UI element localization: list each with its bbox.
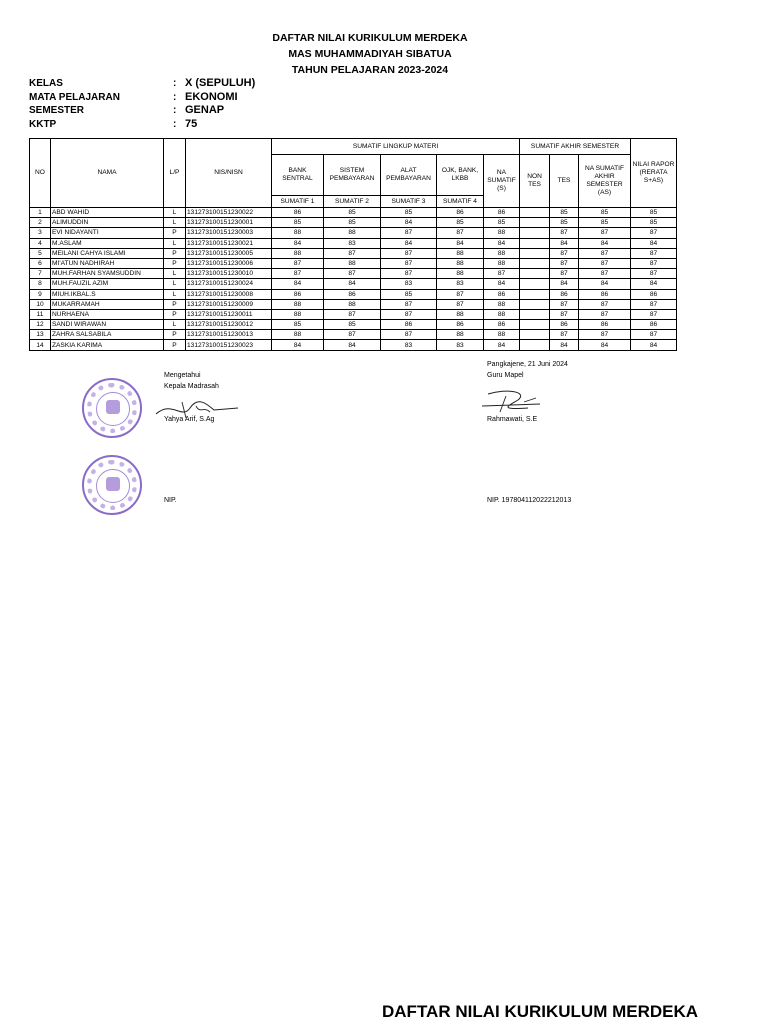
na-sumatif-akhir-cell: 84 xyxy=(579,340,631,350)
madrasah-stamp-icon xyxy=(82,378,142,438)
nilai-rapor-cell: 87 xyxy=(631,299,677,309)
header-sumatif-3: SUMATIF 3 xyxy=(381,196,437,208)
table-row xyxy=(30,289,677,299)
table-row xyxy=(30,269,677,279)
madrasah-stamp-icon xyxy=(82,455,142,515)
meta-value: EKONOMI xyxy=(185,90,238,103)
non-tes-cell xyxy=(520,228,550,238)
teacher-role-label: Guru Mapel xyxy=(487,372,524,379)
header-tes: TES xyxy=(550,155,579,208)
header-ojk: OJK, BANK, LKBB xyxy=(437,155,484,196)
sumatif-3-cell: 87 xyxy=(381,330,437,340)
na-sumatif-cell: 84 xyxy=(484,238,520,248)
na-sumatif-akhir-cell: 87 xyxy=(579,330,631,340)
gender-cell: P xyxy=(164,258,186,268)
gender-cell: P xyxy=(164,309,186,319)
header-sumatif-akhir-semester: SUMATIF AKHIR SEMESTER xyxy=(520,139,631,155)
table-row xyxy=(30,258,677,268)
non-tes-cell xyxy=(520,279,550,289)
header-na-sumatif-akhir: NA SUMATIF AKHIR SEMESTER (AS) xyxy=(579,155,631,208)
teacher-name: Rahmawati, S.E xyxy=(487,416,538,423)
header-sumatif-2: SUMATIF 2 xyxy=(324,196,381,208)
na-sumatif-akhir-cell: 87 xyxy=(579,269,631,279)
row-no-cell: 6 xyxy=(30,258,51,268)
nilai-rapor-cell: 84 xyxy=(631,340,677,350)
na-sumatif-cell: 86 xyxy=(484,320,520,330)
row-no-cell: 14 xyxy=(30,340,51,350)
row-no-cell: 9 xyxy=(30,289,51,299)
meta-separator: : xyxy=(173,118,177,130)
sumatif-2-cell: 85 xyxy=(324,218,381,228)
student-name-cell: ZASKIA KARIMA xyxy=(51,340,164,350)
header-nilai-rapor: NILAI RAPOR (RERATA S+AS) xyxy=(631,139,677,208)
principal-name: Yahya Arif, S.Ag xyxy=(164,416,215,423)
sumatif-3-cell: 87 xyxy=(381,309,437,319)
tes-cell: 84 xyxy=(550,279,579,289)
sumatif-3-cell: 85 xyxy=(381,208,437,218)
sumatif-4-cell: 88 xyxy=(437,248,484,258)
non-tes-cell xyxy=(520,238,550,248)
sumatif-4-cell: 87 xyxy=(437,289,484,299)
sumatif-3-cell: 86 xyxy=(381,320,437,330)
nilai-rapor-cell: 87 xyxy=(631,248,677,258)
na-sumatif-akhir-cell: 84 xyxy=(579,279,631,289)
nis-nisn-cell: 131273100151230006 xyxy=(186,258,272,268)
nis-nisn-cell: 131273100151230013 xyxy=(186,330,272,340)
nilai-rapor-cell: 84 xyxy=(631,238,677,248)
gender-cell: P xyxy=(164,330,186,340)
table-row xyxy=(30,248,677,258)
sumatif-4-cell: 88 xyxy=(437,309,484,319)
student-name-cell: MUH.FAUZIL AZIM xyxy=(51,279,164,289)
header-nama: NAMA xyxy=(51,139,164,208)
row-no-cell: 8 xyxy=(30,279,51,289)
tes-cell: 86 xyxy=(550,320,579,330)
meta-separator: : xyxy=(173,105,177,116)
na-sumatif-akhir-cell: 87 xyxy=(579,299,631,309)
sumatif-4-cell: 88 xyxy=(437,269,484,279)
student-name-cell: ZAHRA SALSABILA xyxy=(51,330,164,340)
student-name-cell: MEILANI CAHYA ISLAMI xyxy=(51,248,164,258)
na-sumatif-cell: 88 xyxy=(484,330,520,340)
sumatif-4-cell: 87 xyxy=(437,228,484,238)
row-no-cell: 13 xyxy=(30,330,51,340)
student-name-cell: ALIMUDDIN xyxy=(51,218,164,228)
non-tes-cell xyxy=(520,269,550,279)
header-lp: L/P xyxy=(164,139,186,208)
header-sumatif-1: SUMATIF 1 xyxy=(272,196,324,208)
nis-nisn-cell: 131273100151230008 xyxy=(186,289,272,299)
principal-role-label: Kepala Madrasah xyxy=(164,383,219,390)
sumatif-2-cell: 83 xyxy=(324,238,381,248)
row-no-cell: 3 xyxy=(30,228,51,238)
table-row xyxy=(30,238,677,248)
gender-cell: L xyxy=(164,238,186,248)
principal-nip: NIP. xyxy=(164,497,177,504)
sumatif-1-cell: 84 xyxy=(272,238,324,248)
header-no: NO xyxy=(30,139,51,208)
meta-label: KELAS xyxy=(29,78,63,89)
sumatif-1-cell: 86 xyxy=(272,289,324,299)
table-row xyxy=(30,320,677,330)
row-no-cell: 1 xyxy=(30,208,51,218)
sumatif-3-cell: 87 xyxy=(381,248,437,258)
row-no-cell: 7 xyxy=(30,269,51,279)
tes-cell: 86 xyxy=(550,289,579,299)
meta-row-mapel xyxy=(29,91,255,105)
non-tes-cell xyxy=(520,299,550,309)
teacher-signature-block xyxy=(487,359,568,381)
sumatif-4-cell: 88 xyxy=(437,330,484,340)
gender-cell: L xyxy=(164,218,186,228)
na-sumatif-akhir-cell: 84 xyxy=(579,238,631,248)
non-tes-cell xyxy=(520,289,550,299)
sumatif-4-cell: 85 xyxy=(437,218,484,228)
title-line-2: MAS MUHAMMADIYAH SIBATUA xyxy=(288,48,452,60)
na-sumatif-cell: 86 xyxy=(484,208,520,218)
na-sumatif-akhir-cell: 86 xyxy=(579,289,631,299)
non-tes-cell xyxy=(520,330,550,340)
meta-row-kktp xyxy=(29,118,255,132)
tes-cell: 84 xyxy=(550,340,579,350)
header-non-tes: NON TES xyxy=(520,155,550,208)
nilai-rapor-cell: 87 xyxy=(631,309,677,319)
nis-nisn-cell: 131273100151230022 xyxy=(186,208,272,218)
sumatif-3-cell: 87 xyxy=(381,269,437,279)
student-name-cell: SANDI WIRAWAN xyxy=(51,320,164,330)
gender-cell: P xyxy=(164,340,186,350)
class-info xyxy=(29,77,255,131)
na-sumatif-akhir-cell: 85 xyxy=(579,218,631,228)
nis-nisn-cell: 131273100151230011 xyxy=(186,309,272,319)
tes-cell: 87 xyxy=(550,269,579,279)
meta-value: GENAP xyxy=(185,104,225,116)
sumatif-3-cell: 84 xyxy=(381,238,437,248)
sumatif-3-cell: 83 xyxy=(381,279,437,289)
student-name-cell: MIUH.IKBAL.S xyxy=(51,289,164,299)
non-tes-cell xyxy=(520,309,550,319)
title-line-1: DAFTAR NILAI KURIKULUM MERDEKA xyxy=(272,32,468,44)
header-alat-pembayaran: ALAT PEMBAYARAN xyxy=(381,155,437,196)
sumatif-2-cell: 87 xyxy=(324,248,381,258)
meta-separator: : xyxy=(173,91,177,103)
teacher-nip: NIP. 197804112022212013 xyxy=(487,497,572,504)
sumatif-1-cell: 86 xyxy=(272,208,324,218)
teacher-signature-mark xyxy=(478,386,548,414)
nis-nisn-cell: 131273100151230024 xyxy=(186,279,272,289)
student-name-cell: M.ASLAM xyxy=(51,238,164,248)
row-no-cell: 4 xyxy=(30,238,51,248)
non-tes-cell xyxy=(520,208,550,218)
sumatif-3-cell: 84 xyxy=(381,218,437,228)
sumatif-1-cell: 85 xyxy=(272,320,324,330)
na-sumatif-akhir-cell: 87 xyxy=(579,228,631,238)
na-sumatif-cell: 85 xyxy=(484,218,520,228)
meta-value: X (SEPULUH) xyxy=(185,77,256,89)
table-row xyxy=(30,218,677,228)
meta-row-semester xyxy=(29,104,255,118)
nis-nisn-cell: 131273100151230012 xyxy=(186,320,272,330)
sumatif-3-cell: 85 xyxy=(381,289,437,299)
meta-label: KKTP xyxy=(29,118,57,130)
nis-nisn-cell: 131273100151230005 xyxy=(186,248,272,258)
tes-cell: 87 xyxy=(550,330,579,340)
sumatif-1-cell: 87 xyxy=(272,258,324,268)
sumatif-1-cell: 84 xyxy=(272,279,324,289)
na-sumatif-cell: 84 xyxy=(484,340,520,350)
sumatif-4-cell: 88 xyxy=(437,258,484,268)
sumatif-4-cell: 84 xyxy=(437,238,484,248)
nilai-rapor-cell: 87 xyxy=(631,228,677,238)
nis-nisn-cell: 131273100151230023 xyxy=(186,340,272,350)
table-row xyxy=(30,330,677,340)
na-sumatif-cell: 88 xyxy=(484,258,520,268)
grades-table xyxy=(29,138,677,351)
nilai-rapor-cell: 87 xyxy=(631,258,677,268)
nilai-rapor-cell: 86 xyxy=(631,320,677,330)
non-tes-cell xyxy=(520,340,550,350)
sumatif-2-cell: 87 xyxy=(324,269,381,279)
sumatif-2-cell: 84 xyxy=(324,340,381,350)
non-tes-cell xyxy=(520,258,550,268)
row-no-cell: 2 xyxy=(30,218,51,228)
sumatif-3-cell: 87 xyxy=(381,228,437,238)
next-page-title: DAFTAR NILAI KURIKULUM MERDEKA xyxy=(382,1002,699,1021)
sumatif-1-cell: 85 xyxy=(272,218,324,228)
sumatif-2-cell: 85 xyxy=(324,320,381,330)
sumatif-2-cell: 87 xyxy=(324,330,381,340)
grades-body xyxy=(30,208,677,351)
nilai-rapor-cell: 84 xyxy=(631,279,677,289)
sumatif-4-cell: 83 xyxy=(437,279,484,289)
row-no-cell: 12 xyxy=(30,320,51,330)
row-no-cell: 5 xyxy=(30,248,51,258)
sumatif-2-cell: 88 xyxy=(324,228,381,238)
table-row xyxy=(30,228,677,238)
nis-nisn-cell: 131273100151230001 xyxy=(186,218,272,228)
nilai-rapor-cell: 85 xyxy=(631,218,677,228)
sumatif-1-cell: 88 xyxy=(272,248,324,258)
student-name-cell: NURHAENA xyxy=(51,309,164,319)
place-date: Pangkajene, 21 Juni 2024 xyxy=(487,361,568,368)
nis-nisn-cell: 131273100151230009 xyxy=(186,299,272,309)
nilai-rapor-cell: 86 xyxy=(631,289,677,299)
na-sumatif-cell: 88 xyxy=(484,299,520,309)
row-no-cell: 10 xyxy=(30,299,51,309)
sumatif-1-cell: 87 xyxy=(272,269,324,279)
sumatif-1-cell: 88 xyxy=(272,228,324,238)
tes-cell: 87 xyxy=(550,258,579,268)
tes-cell: 87 xyxy=(550,299,579,309)
non-tes-cell xyxy=(520,218,550,228)
principal-signature-block xyxy=(164,370,219,392)
gender-cell: P xyxy=(164,228,186,238)
na-sumatif-cell: 88 xyxy=(484,228,520,238)
table-row xyxy=(30,299,677,309)
sumatif-4-cell: 86 xyxy=(437,320,484,330)
sumatif-4-cell: 87 xyxy=(437,299,484,309)
student-name-cell: ABD WAHID xyxy=(51,208,164,218)
gender-cell: L xyxy=(164,269,186,279)
student-name-cell: MI'ATUN NADHIRAH xyxy=(51,258,164,268)
nilai-rapor-cell: 87 xyxy=(631,330,677,340)
sumatif-3-cell: 87 xyxy=(381,299,437,309)
meta-label: SEMESTER xyxy=(29,105,85,116)
header-bank-sentral: BANK SENTRAL xyxy=(272,155,324,196)
header-nis: NIS/NISN xyxy=(186,139,272,208)
nilai-rapor-cell: 87 xyxy=(631,269,677,279)
tes-cell: 84 xyxy=(550,238,579,248)
na-sumatif-cell: 88 xyxy=(484,309,520,319)
gender-cell: P xyxy=(164,299,186,309)
na-sumatif-cell: 88 xyxy=(484,248,520,258)
gender-cell: L xyxy=(164,320,186,330)
na-sumatif-akhir-cell: 86 xyxy=(579,320,631,330)
tes-cell: 87 xyxy=(550,309,579,319)
sumatif-3-cell: 83 xyxy=(381,340,437,350)
principal-ack-label: Mengetahui xyxy=(164,372,201,379)
na-sumatif-akhir-cell: 87 xyxy=(579,248,631,258)
tes-cell: 87 xyxy=(550,228,579,238)
header-sistem-pembayaran: SISTEM PEMBAYARAN xyxy=(324,155,381,196)
gender-cell: L xyxy=(164,279,186,289)
na-sumatif-akhir-cell: 85 xyxy=(579,208,631,218)
student-name-cell: MUH.FARHAN SYAMSUDDIN xyxy=(51,269,164,279)
tes-cell: 87 xyxy=(550,248,579,258)
table-row xyxy=(30,208,677,218)
tes-cell: 85 xyxy=(550,208,579,218)
table-row xyxy=(30,340,677,350)
sumatif-2-cell: 88 xyxy=(324,299,381,309)
header-sumatif-lingkup-materi: SUMATIF LINGKUP MATERI xyxy=(272,139,520,155)
meta-value: 75 xyxy=(185,117,198,130)
sumatif-1-cell: 84 xyxy=(272,340,324,350)
meta-row-kelas xyxy=(29,77,255,91)
table-row xyxy=(30,309,677,319)
sumatif-3-cell: 87 xyxy=(381,258,437,268)
student-name-cell: MUKARRAMAH xyxy=(51,299,164,309)
na-sumatif-cell: 84 xyxy=(484,279,520,289)
meta-separator: : xyxy=(173,78,177,89)
sumatif-1-cell: 88 xyxy=(272,299,324,309)
na-sumatif-cell: 87 xyxy=(484,269,520,279)
gender-cell: L xyxy=(164,208,186,218)
sumatif-2-cell: 88 xyxy=(324,258,381,268)
nis-nisn-cell: 131273100151230010 xyxy=(186,269,272,279)
nis-nisn-cell: 131273100151230021 xyxy=(186,238,272,248)
header-na-sumatif: NA SUMATIF (S) xyxy=(484,155,520,208)
tes-cell: 85 xyxy=(550,218,579,228)
row-no-cell: 11 xyxy=(30,309,51,319)
sumatif-2-cell: 87 xyxy=(324,309,381,319)
student-name-cell: EVI NIDAYANTI xyxy=(51,228,164,238)
sumatif-2-cell: 86 xyxy=(324,289,381,299)
sumatif-1-cell: 88 xyxy=(272,309,324,319)
gender-cell: L xyxy=(164,289,186,299)
meta-label: MATA PELAJARAN xyxy=(29,91,120,103)
sumatif-4-cell: 83 xyxy=(437,340,484,350)
gender-cell: P xyxy=(164,248,186,258)
title-line-3: TAHUN PELAJARAN 2023-2024 xyxy=(291,64,449,76)
sumatif-2-cell: 85 xyxy=(324,208,381,218)
sumatif-2-cell: 84 xyxy=(324,279,381,289)
nis-nisn-cell: 131273100151230003 xyxy=(186,228,272,238)
non-tes-cell xyxy=(520,320,550,330)
table-row xyxy=(30,279,677,289)
header-sumatif-4: SUMATIF 4 xyxy=(437,196,484,208)
na-sumatif-akhir-cell: 87 xyxy=(579,309,631,319)
non-tes-cell xyxy=(520,248,550,258)
document-title-block xyxy=(0,30,740,78)
sumatif-4-cell: 86 xyxy=(437,208,484,218)
sumatif-1-cell: 88 xyxy=(272,330,324,340)
na-sumatif-cell: 86 xyxy=(484,289,520,299)
na-sumatif-akhir-cell: 87 xyxy=(579,258,631,268)
nilai-rapor-cell: 85 xyxy=(631,208,677,218)
